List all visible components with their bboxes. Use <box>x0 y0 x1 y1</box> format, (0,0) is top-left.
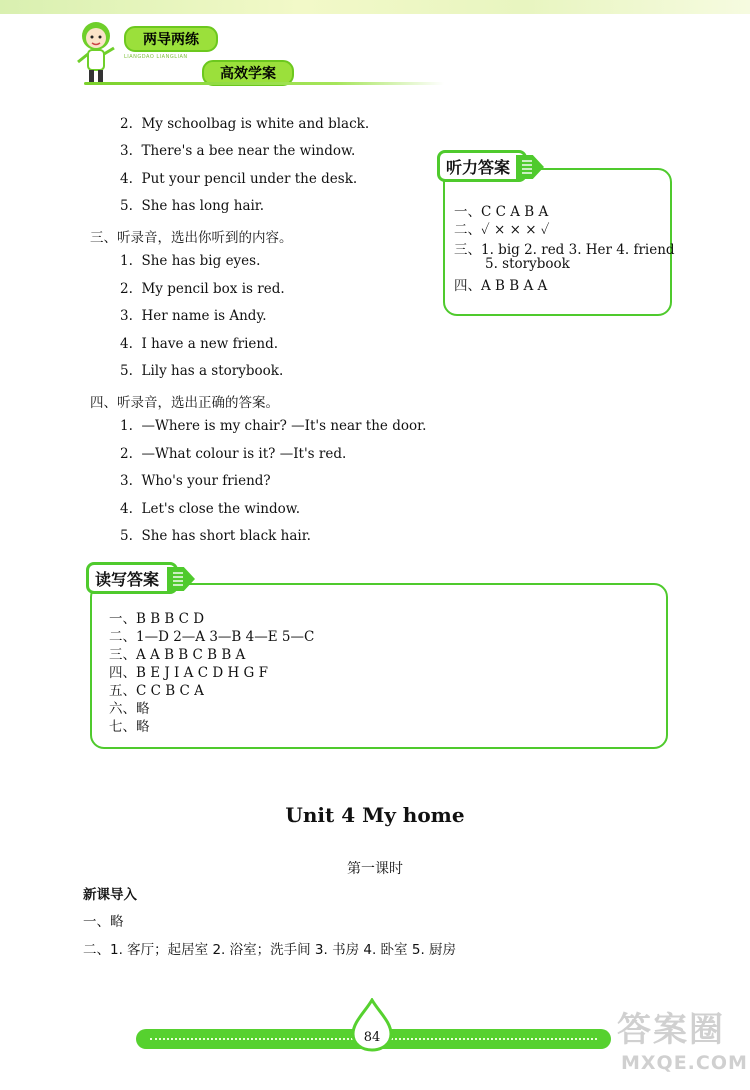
answer-line: 5. storybook <box>485 256 570 272</box>
listening-item: 4. Put your pencil under the desk. <box>120 171 358 187</box>
answer-line: 二、✓ × × × ✓ <box>454 222 550 238</box>
answer-line: 二、1—D 2—A 3—B 4—E 5—C <box>109 629 315 645</box>
answer-line: 五、C C B C A <box>109 683 204 699</box>
reading-answers-title: 读写答案 <box>95 569 160 589</box>
listening-item: 5. Lily has a storybook. <box>120 363 284 379</box>
logo-title-bottom: 高效学案 <box>202 60 294 86</box>
listening-item: 1. She has big eyes. <box>120 253 261 269</box>
answer-line: 一、C C A B A <box>454 204 549 220</box>
reading-answers-tag <box>86 562 178 594</box>
listening-item: 3. There's a bee near the window. <box>120 143 356 159</box>
watermark-sub: MXQE.COM <box>621 1052 748 1074</box>
answer-line: 一、略 <box>83 914 124 930</box>
listening-item: 2. My schoolbag is white and black. <box>120 116 370 132</box>
page-number: 84 <box>363 1030 381 1045</box>
listening-answers-box <box>443 168 675 316</box>
answer-line: 一、B B B C D <box>109 611 205 627</box>
answer-line: 四、B E J I A C D H G F <box>109 665 268 681</box>
answer-line: 四、A B B A A <box>454 278 548 294</box>
header-rule <box>84 82 444 85</box>
listening-answers-tag <box>437 150 527 182</box>
listening-item: 5. She has long hair. <box>120 198 265 214</box>
mascot-icon <box>74 18 120 88</box>
watermark <box>617 1002 747 1088</box>
logo-title-top: 两导两练 <box>124 26 218 52</box>
answer-line: 六、略 <box>109 701 150 717</box>
listening-item: 4. I have a new friend. <box>120 336 279 352</box>
answer-line: 三、1. big 2. red 3. Her 4. friend <box>454 242 675 258</box>
unit-title: Unit 4 My home <box>285 803 465 827</box>
listening-item: 4. Let's close the window. <box>120 501 300 517</box>
listening-item: 3. Her name is Andy. <box>120 308 267 324</box>
listening-item: 1. —Where is my chair? —It's near the door. <box>120 418 427 434</box>
answer-line: 三、A A B B C B B A <box>109 647 246 663</box>
section-4-heading: 四、听录音，选出正确的答案。 <box>90 395 279 411</box>
section-title: 新课导入 <box>83 887 137 903</box>
reading-answers-box <box>90 583 668 749</box>
watermark-main: 答案圈 <box>617 1010 725 1050</box>
header-logo <box>74 18 304 88</box>
listening-item: 5. She has short black hair. <box>120 528 311 544</box>
listening-item: 3. Who's your friend? <box>120 473 271 489</box>
answer-line: 七、略 <box>109 719 150 735</box>
listening-item: 2. —What colour is it? —It's red. <box>120 446 347 462</box>
logo-pinyin: LIANGDAO LIANGLIAN <box>124 54 188 60</box>
answer-line: 二、1. 客厅；起居室 2. 浴室；洗手间 3. 书房 4. 卧室 5. 厨房 <box>83 942 457 958</box>
top-decorative-band <box>0 0 750 14</box>
section-3-heading: 三、听录音，选出你听到的内容。 <box>90 230 293 246</box>
lesson-title: 第一课时 <box>347 861 403 877</box>
listening-item: 2. My pencil box is red. <box>120 281 285 297</box>
listening-answers-title: 听力答案 <box>446 157 511 177</box>
